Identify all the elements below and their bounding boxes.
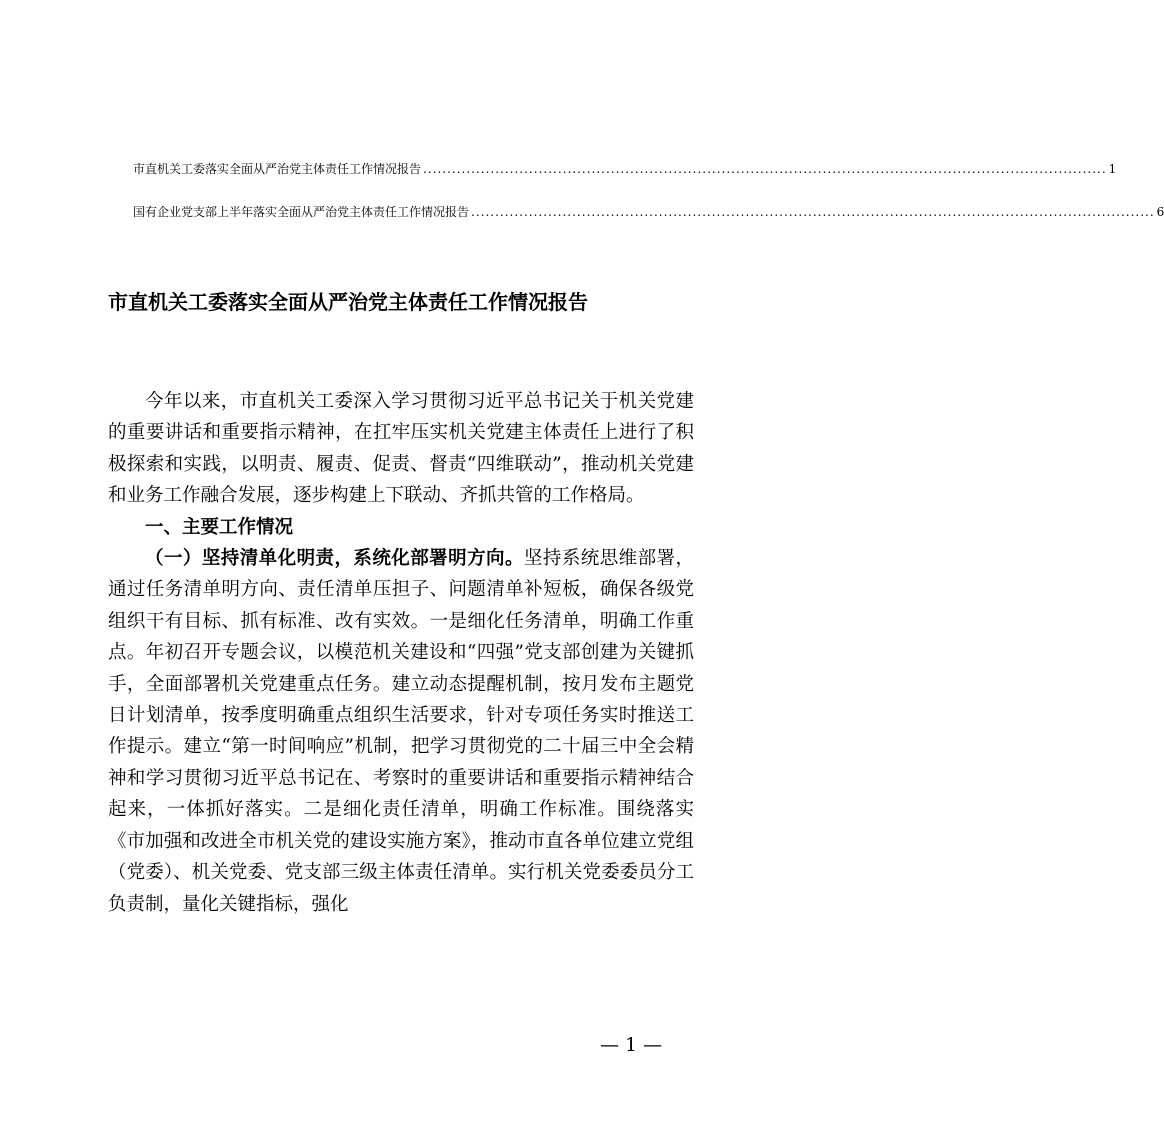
document-body (108, 386, 694, 920)
toc-entry-page: 1 (1108, 162, 1117, 176)
subsection-lead: （一）坚持清单化明责，系统化部署明方向。 (145, 548, 524, 570)
toc-entry-title: 市直机关工委落实全面从严治党主体责任工作情况报告 (133, 162, 422, 176)
intro-paragraph: 今年以来，市直机关工委深入学习贯彻习近平总书记关于机关党建的重要讲话和重要指示精神，在扛牢压实机关党建主体责任上进行了积极探索和实践，以明责、履责、促责、督责“四维联动”，推动机关党建和业务工作融合发展，逐步构建上下联动、齐抓共管的工作格局。 (108, 391, 694, 507)
subsection-paragraph (108, 543, 694, 920)
table-of-contents (133, 160, 1164, 223)
toc-entry-page: 6 (1156, 205, 1164, 219)
toc-entry-title: 国有企业党支部上半年落实全面从严治党主体责任工作情况报告 (133, 205, 470, 219)
page-number: — 1 — (600, 1034, 663, 1056)
toc-entry[interactable] (133, 160, 1117, 180)
toc-entry[interactable] (133, 203, 1164, 223)
subsection-text: 坚持系统思维部署，通过任务清单明方向、责任清单压担子、问题清单补短板，确保各级党组织干有目标、抓有标准、改有实效。一是细化任务清单，明确工作重点。年初召开专题会议，以模范机关建设和“四强”党支部创建为关键抓手，全面部署机关党建重点任务。建立动态提醒机制，按月发布主题党日计划清单，按季度明确重点组织生活要求，针对专项任务实时推送工作提示。建立“第一时间响应”机制，把学习贯彻党的二十届三中全会精神和学习贯彻习近平总书记在、考察时的重要讲话和重要指示精神结合起来，一体抓好落实。二是细化责任清单，明确工作标准。围绕落实《市加强和改进全市机关党的建设实施方案》，推动市直各单位建立党组（党委）、机关党委、党支部三级主体责任清单。实行机关党委委员分工负责制，量化关键指标，强化 (108, 548, 694, 915)
section-heading: 一、主要工作情况 (145, 516, 294, 538)
toc-leader-dots: .............................................................................................................................................. (471, 205, 1155, 219)
document-title: 市直机关工委落实全面从严治党主体责任工作情况报告 (108, 290, 588, 314)
toc-leader-dots: .............................................................................................................................................. (423, 162, 1107, 176)
